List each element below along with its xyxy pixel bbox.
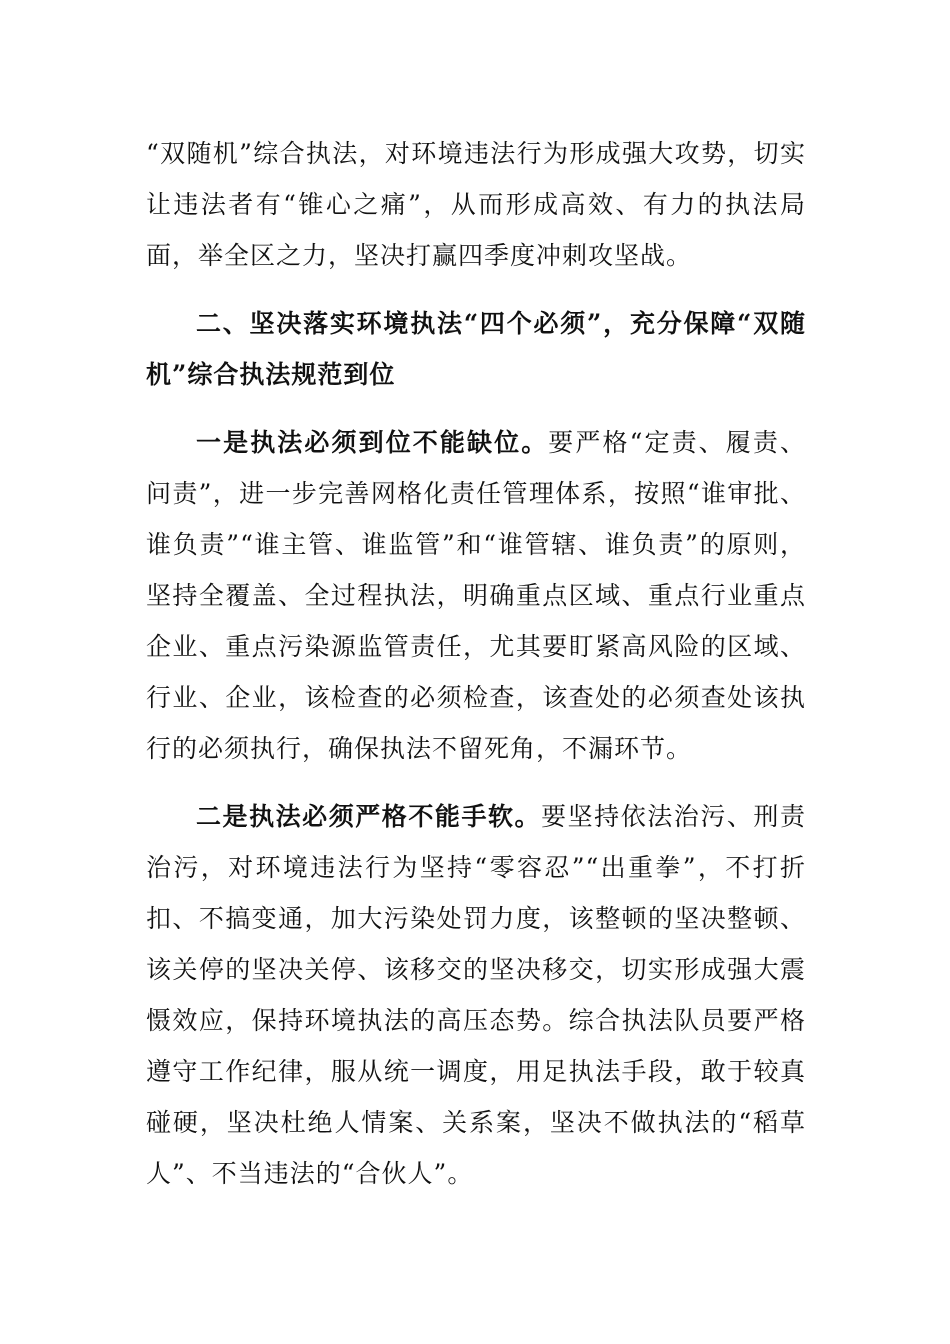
point-two-lead: 二是执法必须严格不能手软。 — [196, 802, 542, 831]
point-one-body: 要严格“定责、履责、问责”，进一步完善网格化责任管理体系，按照“谁审批、谁负责”“谁主管、谁监管”和“谁管辖、谁负责”的原则，坚持全覆盖、全过程执法，明确重点区域、重点行业重点企业、重点污染源监管责任，尤其要盯紧高风险的区域、行业、企业，该检查的必须检查，该查处的必须查处该执行的必须执行，确保执法不留死角，不漏环节。 — [146, 428, 806, 763]
document-page — [146, 128, 806, 1199]
point-two-paragraph — [146, 791, 806, 1199]
point-two-body: 要坚持依法治污、刑责治污，对环境违法行为坚持“零容忍”“出重拳”，不打折扣、不搞变通，加大污染处罚力度，该整顿的坚决整顿、该关停的坚决关停、该移交的坚决移交，切实形成强大震慑效应，保持环境执法的高压态势。综合执法队员要严格遵守工作纪律，服从统一调度，用足执法手段，敢于较真碰硬，坚决杜绝人情案、关系案，坚决不做执法的“稻草人”、不当违法的“合伙人”。 — [146, 802, 806, 1188]
point-one-lead: 一是执法必须到位不能缺位。 — [196, 428, 549, 457]
continuation-paragraph: “双随机”综合执法，对环境违法行为形成强大攻势，切实让违法者有“锥心之痛”，从而形成高效、有力的执法局面，举全区之力，坚决打赢四季度冲刺攻坚战。 — [146, 139, 806, 270]
point-one-paragraph — [146, 417, 806, 774]
section-heading: 二、坚决落实环境执法“四个必须”，充分保障“双随机”综合执法规范到位 — [146, 309, 806, 389]
